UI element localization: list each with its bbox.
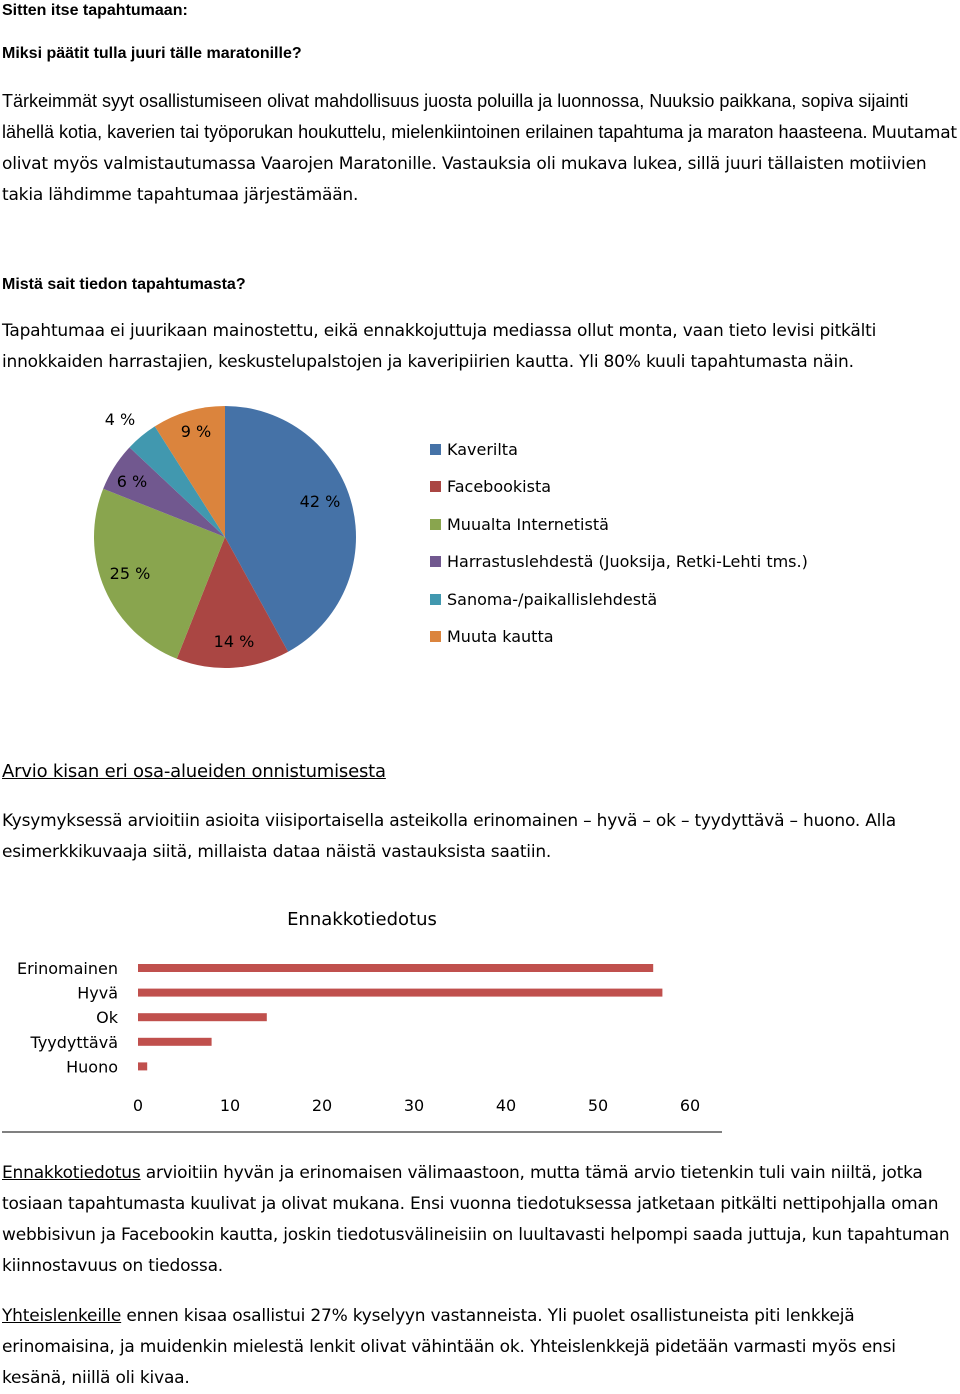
ennakkotiedotus-text: arvioitiin hyvän ja erinomaisen välimaastoon, mutta tämä arvio tietenkin tuli vain niiltä, jotka tosiaan tapahtumasta kuulivat ja olivat mukana. Ensi vuonna tiedotuksessa jatketaan pitkälti nettipohjalla oman webbisivun ja Facebookin kautta, joskin tiedotusvälineisiin on luultavasti helpompi saada juttuja, kun tapahtuman kiinnostavuus on tiedossa. — [2, 1163, 950, 1276]
yhteislenkit-paragraph — [2, 1301, 960, 1394]
ratings-paragraph: Kysymyksessä arvioitiin asioita viisiportaisella asteikolla erinomainen – hyvä – ok – tyydyttävä – huono. Alla esimerkkikuvaaja siitä, millaista dataa näistä vastauksista saatiin. — [2, 811, 896, 862]
question-why: Miksi päätit tulla juuri tälle maratonille? — [2, 45, 302, 62]
x-tick-label: 60 — [679, 1096, 701, 1115]
pie-data-label: 6 % — [116, 472, 148, 491]
legend-label: Sanoma-/paikallislehdestä — [447, 589, 658, 609]
bar — [138, 1062, 147, 1070]
legend-label: Harrastuslehdestä (Juoksija, Retki-Lehti tms.) — [447, 552, 808, 572]
legend-item — [430, 440, 518, 459]
bar-category-label: Tyydyttävä — [30, 1032, 118, 1052]
legend-label: Muuta kautta — [447, 627, 554, 646]
pie-chart — [0, 395, 420, 685]
legend-swatch — [430, 444, 441, 455]
ennakkotiedotus-paragraph — [2, 1158, 952, 1282]
pie-data-label: 25 % — [109, 564, 151, 583]
question-source: Mistä sait tiedon tapahtumasta? — [2, 276, 246, 293]
pie-data-label: 4 % — [104, 410, 136, 429]
x-tick-label: 40 — [495, 1096, 517, 1115]
source-paragraph: Tapahtumaa ei juurikaan mainostettu, eikä ennakkojuttuja mediassa ollut monta, vaan tieto levisi pitkälti innokkaiden harrastajien, keskustelupalstojen ja kaveripiirien kautta. Yli 80% kuuli tapahtumasta näin. — [2, 321, 877, 372]
legend-swatch — [430, 594, 441, 605]
bar — [138, 989, 662, 997]
x-tick-label: 30 — [403, 1096, 425, 1115]
legend-item — [430, 477, 551, 496]
legend-swatch — [430, 519, 441, 530]
pie-data-label: 42 % — [299, 492, 341, 511]
legend-label: Facebookista — [447, 477, 552, 497]
bar-category-label: Huono — [66, 1057, 118, 1077]
x-tick-label: 20 — [311, 1096, 333, 1115]
x-tick-label: 50 — [587, 1096, 609, 1115]
reasons-paragraph — [2, 86, 958, 211]
bar-category-label: Ok — [96, 1008, 118, 1028]
pie-data-label: 14 % — [213, 632, 255, 651]
ennakkotiedotus-link-text: Ennakkotiedotus — [2, 1163, 141, 1183]
ratings-heading: Arvio kisan eri osa-alueiden onnistumisesta — [2, 761, 386, 782]
section-heading: Sitten itse tapahtumaan: — [2, 2, 188, 19]
bar-category-label: Erinomainen — [16, 959, 118, 978]
bar — [138, 1013, 267, 1021]
legend-label: Muualta Internetistä — [447, 514, 609, 534]
legend-item — [430, 552, 808, 571]
pie-data-label: 9 % — [180, 422, 212, 441]
bar — [138, 964, 653, 972]
bar-chart — [0, 895, 740, 1140]
legend-item — [430, 515, 609, 534]
legend-item — [430, 590, 657, 609]
x-tick-label: 0 — [132, 1096, 144, 1115]
legend-swatch — [430, 481, 441, 492]
legend-swatch — [430, 556, 441, 567]
legend-swatch — [430, 631, 441, 642]
yhteislenkit-link-text: Yhteislenkeille — [2, 1306, 122, 1326]
bar — [138, 1038, 212, 1046]
bar-category-label: Hyvä — [77, 983, 118, 1003]
legend-item — [430, 627, 554, 646]
bar-chart-title: Ennakkotiedotus — [287, 909, 437, 930]
yhteislenkit-text: ennen kisaa osallistui 27% kyselyyn vastanneista. Yli puolet osallistuneista piti lenkkejä erinomaisina, ja muidenkin mielestä lenkit olivat vähintään ok. Yhteislenkkejä pidetään varmasti myös ensi kesänä, niillä oli kivaa. — [2, 1306, 896, 1388]
legend-label: Kaverilta — [447, 440, 518, 459]
x-tick-label: 10 — [219, 1096, 241, 1115]
reasons-text-continued: Muutamat olivat myös valmistautumassa Vaarojen Maratonille. Vastauksia oli mukava lukea, sillä juuri tällaisten motiivien takia lähdimme tapahtumaa järjestämään. — [2, 123, 957, 205]
reasons-text: Tärkeimmät syyt osallistumiseen olivat mahdollisuus juosta poluilla ja luonnossa, Nuuksio paikkana, sopiva sijainti lähellä kotia, kaverien tai työporukan houkuttelu, mielenkiintoinen erilainen tapahtuma ja maraton haasteena. — [2, 91, 909, 142]
